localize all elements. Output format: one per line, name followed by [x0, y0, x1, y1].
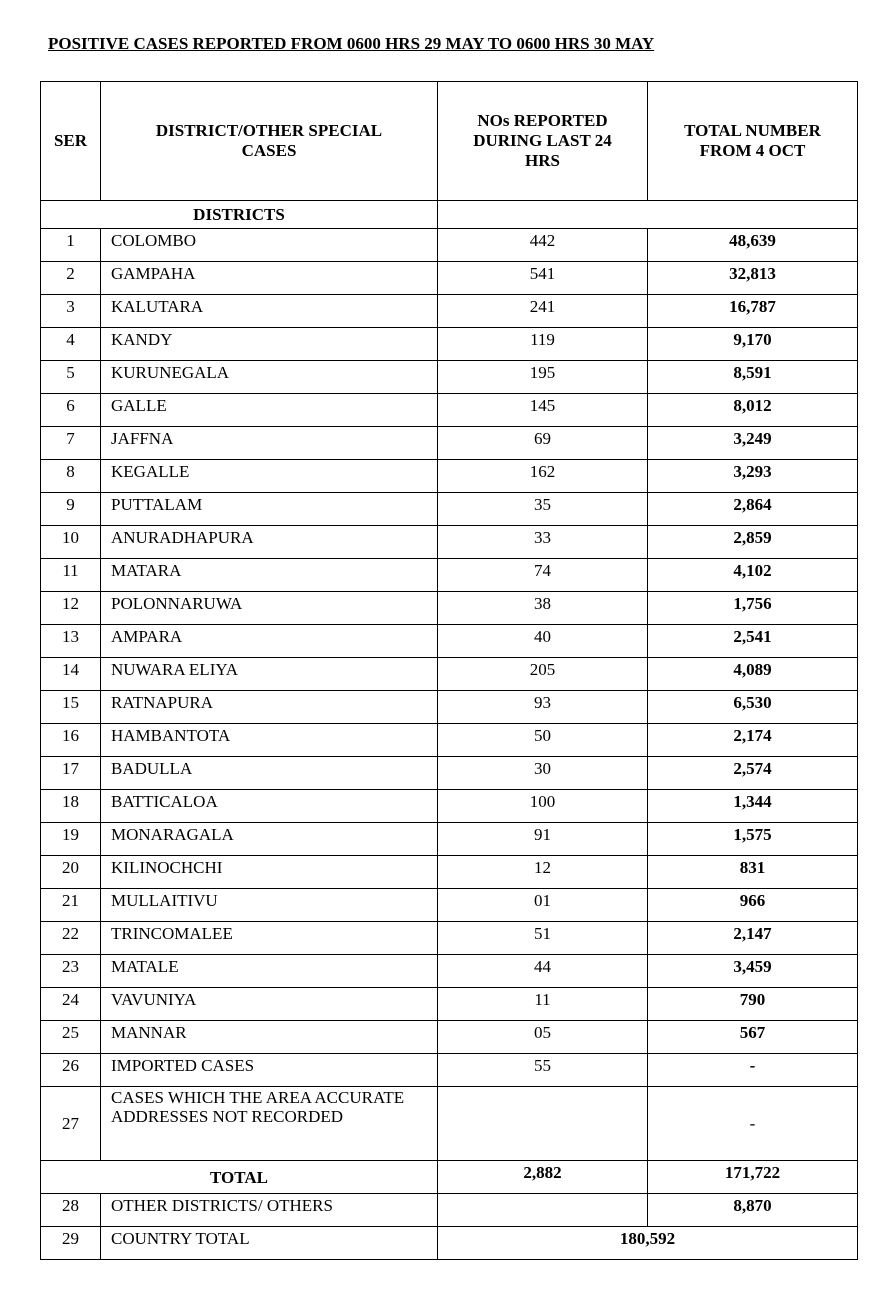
districts-section-row: [41, 201, 858, 229]
table-row: [41, 1087, 858, 1161]
table-row: [41, 1194, 858, 1227]
district-name-cell: JAFFNA: [101, 427, 438, 460]
last24-cell: 12: [438, 856, 648, 889]
table-row: [41, 295, 858, 328]
table-row: [41, 1054, 858, 1087]
table-row: [41, 658, 858, 691]
district-name-cell: CASES WHICH THE AREA ACCURATE ADDRESSES NOT RECORDED: [101, 1087, 438, 1161]
ser-cell: 13: [41, 625, 101, 658]
districts-blank-cell: [438, 201, 858, 229]
district-name-cell: KILINOCHCHI: [101, 856, 438, 889]
district-name-cell: AMPARA: [101, 625, 438, 658]
last24-cell: 35: [438, 493, 648, 526]
table-row: [41, 988, 858, 1021]
total-last24: 2,882: [438, 1161, 648, 1194]
last24-cell: 05: [438, 1021, 648, 1054]
table-row: [41, 262, 858, 295]
district-name-cell: KURUNEGALA: [101, 361, 438, 394]
district-name-cell: IMPORTED CASES: [101, 1054, 438, 1087]
last24-cell: 11: [438, 988, 648, 1021]
total-cell: 2,574: [648, 757, 858, 790]
last24-cell: 30: [438, 757, 648, 790]
district-name-cell: HAMBANTOTA: [101, 724, 438, 757]
total-row: [41, 1161, 858, 1194]
district-name-cell: TRINCOMALEE: [101, 922, 438, 955]
last24-cell: 74: [438, 559, 648, 592]
country-total-row: [41, 1227, 858, 1260]
total-cell: 567: [648, 1021, 858, 1054]
last24-cell: 51: [438, 922, 648, 955]
ser-cell: 22: [41, 922, 101, 955]
table-row: [41, 790, 858, 823]
total-cell: 2,859: [648, 526, 858, 559]
district-name-cell: OTHER DISTRICTS/ OTHERS: [101, 1194, 438, 1227]
total-cell: 831: [648, 856, 858, 889]
last24-cell: [438, 1087, 648, 1161]
ser-cell: 16: [41, 724, 101, 757]
ser-cell: 7: [41, 427, 101, 460]
total-cell: 16,787: [648, 295, 858, 328]
ser-cell: 24: [41, 988, 101, 1021]
last24-cell: 01: [438, 889, 648, 922]
district-name-cell: BATTICALOA: [101, 790, 438, 823]
ser-cell: 29: [41, 1227, 101, 1260]
ser-cell: 11: [41, 559, 101, 592]
ser-cell: 23: [41, 955, 101, 988]
cases-table: [40, 81, 858, 1260]
table-row: [41, 922, 858, 955]
table-row: [41, 691, 858, 724]
total-cell: 966: [648, 889, 858, 922]
last24-cell: 162: [438, 460, 648, 493]
ser-cell: 12: [41, 592, 101, 625]
district-name-cell: KALUTARA: [101, 295, 438, 328]
ser-cell: 19: [41, 823, 101, 856]
header-total: TOTAL NUMBER FROM 4 OCT: [648, 82, 858, 201]
district-name-cell: MANNAR: [101, 1021, 438, 1054]
table-header-row: [41, 82, 858, 201]
ser-cell: 14: [41, 658, 101, 691]
total-cell: 32,813: [648, 262, 858, 295]
ser-cell: 25: [41, 1021, 101, 1054]
total-number: 171,722: [648, 1161, 858, 1194]
total-cell: 1,344: [648, 790, 858, 823]
total-cell: -: [648, 1054, 858, 1087]
total-cell: 9,170: [648, 328, 858, 361]
last24-cell: 145: [438, 394, 648, 427]
total-cell: 790: [648, 988, 858, 1021]
total-cell: 8,870: [648, 1194, 858, 1227]
ser-cell: 6: [41, 394, 101, 427]
districts-label: DISTRICTS: [41, 201, 438, 229]
total-cell: 2,541: [648, 625, 858, 658]
district-name-cell: MULLAITIVU: [101, 889, 438, 922]
total-cell: 1,756: [648, 592, 858, 625]
ser-cell: 1: [41, 229, 101, 262]
table-row: [41, 460, 858, 493]
table-row: [41, 757, 858, 790]
district-name-cell: PUTTALAM: [101, 493, 438, 526]
district-name-cell: COLOMBO: [101, 229, 438, 262]
district-name-cell: KANDY: [101, 328, 438, 361]
total-cell: 2,864: [648, 493, 858, 526]
ser-cell: 18: [41, 790, 101, 823]
table-body: [41, 201, 858, 1260]
ser-cell: 17: [41, 757, 101, 790]
total-cell: 8,591: [648, 361, 858, 394]
ser-cell: 8: [41, 460, 101, 493]
total-cell: 3,249: [648, 427, 858, 460]
total-cell: -: [648, 1087, 858, 1161]
ser-cell: 3: [41, 295, 101, 328]
district-name-cell: KEGALLE: [101, 460, 438, 493]
table-row: [41, 427, 858, 460]
district-name-cell: COUNTRY TOTAL: [101, 1227, 438, 1260]
district-name-cell: POLONNARUWA: [101, 592, 438, 625]
total-cell: 1,575: [648, 823, 858, 856]
table-row: [41, 889, 858, 922]
district-name-cell: MATARA: [101, 559, 438, 592]
last24-cell: 38: [438, 592, 648, 625]
last24-cell: 119: [438, 328, 648, 361]
table-row: [41, 526, 858, 559]
district-name-cell: MATALE: [101, 955, 438, 988]
ser-cell: 21: [41, 889, 101, 922]
table-row: [41, 856, 858, 889]
table-row: [41, 559, 858, 592]
ser-cell: 27: [41, 1087, 101, 1161]
country-total-cell: 180,592: [438, 1227, 858, 1260]
header-last24: NOs REPORTED DURING LAST 24 HRS: [438, 82, 648, 201]
ser-cell: 2: [41, 262, 101, 295]
ser-cell: 5: [41, 361, 101, 394]
last24-cell: 100: [438, 790, 648, 823]
total-cell: 2,174: [648, 724, 858, 757]
district-name-cell: MONARAGALA: [101, 823, 438, 856]
total-cell: 48,639: [648, 229, 858, 262]
table-row: [41, 361, 858, 394]
last24-cell: 50: [438, 724, 648, 757]
ser-cell: 28: [41, 1194, 101, 1227]
ser-cell: 10: [41, 526, 101, 559]
last24-cell: 442: [438, 229, 648, 262]
table-row: [41, 1021, 858, 1054]
ser-cell: 26: [41, 1054, 101, 1087]
table-row: [41, 592, 858, 625]
header-district: DISTRICT/OTHER SPECIAL CASES: [101, 82, 438, 201]
district-name-cell: VAVUNIYA: [101, 988, 438, 1021]
table-row: [41, 328, 858, 361]
total-cell: 4,102: [648, 559, 858, 592]
total-cell: 2,147: [648, 922, 858, 955]
total-cell: 3,459: [648, 955, 858, 988]
total-cell: 8,012: [648, 394, 858, 427]
last24-cell: 55: [438, 1054, 648, 1087]
last24-cell: 541: [438, 262, 648, 295]
district-name-cell: BADULLA: [101, 757, 438, 790]
total-cell: 4,089: [648, 658, 858, 691]
district-name-cell: RATNAPURA: [101, 691, 438, 724]
last24-cell: 195: [438, 361, 648, 394]
table-row: [41, 493, 858, 526]
report-title: POSITIVE CASES REPORTED FROM 0600 HRS 29 MAY TO 0600 HRS 30 MAY: [48, 34, 655, 53]
ser-cell: 4: [41, 328, 101, 361]
district-name-cell: ANURADHAPURA: [101, 526, 438, 559]
last24-cell: 93: [438, 691, 648, 724]
table-row: [41, 229, 858, 262]
header-ser: SER: [41, 82, 101, 201]
last24-cell: 241: [438, 295, 648, 328]
last24-cell: 91: [438, 823, 648, 856]
table-row: [41, 724, 858, 757]
ser-cell: 15: [41, 691, 101, 724]
district-name-cell: GALLE: [101, 394, 438, 427]
district-name-cell: GAMPAHA: [101, 262, 438, 295]
table-row: [41, 823, 858, 856]
last24-cell: 40: [438, 625, 648, 658]
ser-cell: 20: [41, 856, 101, 889]
last24-cell: 205: [438, 658, 648, 691]
total-cell: 3,293: [648, 460, 858, 493]
table-row: [41, 394, 858, 427]
last24-cell: 69: [438, 427, 648, 460]
total-label: TOTAL: [41, 1161, 438, 1194]
ser-cell: 9: [41, 493, 101, 526]
table-row: [41, 625, 858, 658]
total-cell: 6,530: [648, 691, 858, 724]
table-row: [41, 955, 858, 988]
last24-cell: 44: [438, 955, 648, 988]
district-name-cell: NUWARA ELIYA: [101, 658, 438, 691]
last24-cell: [438, 1194, 648, 1227]
last24-cell: 33: [438, 526, 648, 559]
